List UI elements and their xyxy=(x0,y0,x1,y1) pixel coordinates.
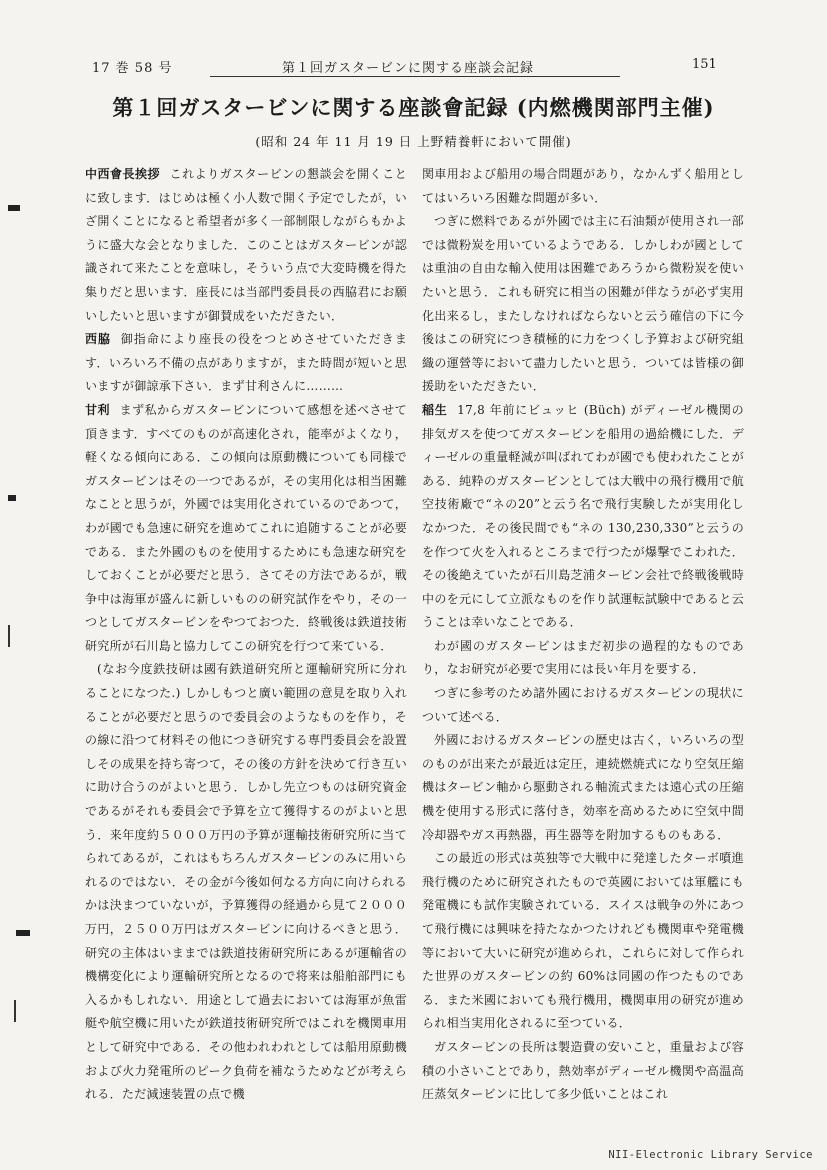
footer-service-name: NII-Electronic Library Service xyxy=(608,1149,813,1161)
left-column xyxy=(85,163,407,1107)
paragraph xyxy=(85,658,407,1106)
paragraph-text: 外國におけるガスタービンの歴史は古く，いろいろの型のものが出来たが最近は定圧，連続燃焼式になり空気圧縮機はタービン軸から駆動される軸流式または遠心式の圧縮機を使用する形式に落付き，効率を高めるために空気中間冷却器やガス再熱器，再生器等を附加するものもある． xyxy=(422,733,744,842)
paragraph-text: つぎに参考のため諸外國におけるガスタービンの現状について述べる． xyxy=(422,686,744,724)
speaker-name: 西脇 xyxy=(85,332,112,347)
paragraph xyxy=(422,847,744,1036)
paragraph xyxy=(85,399,407,659)
paragraph-text: わが國のガスタービンはまだ初歩の過程的なものであり，なお研究が必要で実用には長い年月を要する． xyxy=(422,638,744,677)
running-title: 第１回ガスタービンに関する座談会記録 xyxy=(282,61,535,76)
paragraph-text: つぎに燃料であるが外國では主に石油類が使用され一部では微粉炭を用いているようである．しかしわが國としては重油の自由な輸入使用は困難であろうから微粉炭を使いたいと思う．これも研究に相当の困難が伴なうが必ず実用化出来るし，またしなければならないと云う確信の下に今後はこの研究につき積極的に力をつくし予算および研究組織の運營等において盡力したいと思う．ついては皆様の御援助をいただきたい． xyxy=(422,214,744,394)
article-subtitle: (昭和 24 年 11 月 19 日 上野精養軒において開催) xyxy=(255,134,572,149)
paragraph-text: 御指命により座長の役をつとめさせていただきます．いろいろ不備の点がありますが，また時間が短いと思いますが御諒承下さい．まず甘利さんに……… xyxy=(85,332,407,394)
paragraph xyxy=(422,163,744,210)
speaker-name: 稲生 xyxy=(422,402,448,417)
scan-mark xyxy=(8,495,16,501)
volume-number: 17 巻 58 号 xyxy=(92,61,173,76)
paragraph-text: 17,8 年前にビュッヒ (Büch) がディーゼル機関の排気ガスを使つてガスタービンを船用の過給機にした．ディーゼルの重量軽減が叫ばれてわが國でも使われたことがある．純粋のガスタービンとしては大戦中の飛行機用で航空技術廠で“ネの20”と云う名で飛行実験したが実用化しなかつた．その後民間でも“ネの 130,230,330”と云うのを作つて火を入れるところまで行つたが爆撃でこわれた．その後絶えていたが石川島芝浦タービン会社で終戦後戦時中のを元にして立派なものを作り試運転試験中であると云うことは幸いなことである． xyxy=(422,402,744,630)
paragraph-text: この最近の形式は英独等で大戦中に発達したターボ噴進飛行機のために研究されたもので英國においては軍艦にも発電機にも試作実験されている．スイスは戦争の外にあつて飛行機には興味を持たなかつたけれども機関車や発電機等において大いに研究が進められ，これらに対して作られた世界のガスタービンの約 60%は同國の作つたものである．また米國においても飛行機用，機関車用の研究が進められ相当実用化されるに至つている． xyxy=(422,851,744,1031)
paragraph-text: 関車用および船用の場合問題があり，なかんずく船用としてはいろいろ困難な問題が多い． xyxy=(422,167,744,205)
scan-mark xyxy=(8,205,20,211)
paragraph xyxy=(85,163,407,328)
article-title: 第１回ガスタービンに関する座談會記録 (内燃機関部門主催) xyxy=(112,95,715,120)
scan-mark xyxy=(16,930,30,936)
scan-mark xyxy=(8,625,10,647)
paragraph xyxy=(422,635,744,682)
paragraph xyxy=(85,328,407,399)
right-column xyxy=(422,163,744,1107)
page-number: 151 xyxy=(692,57,717,72)
paragraph xyxy=(422,1036,744,1107)
speaker-name: 甘利 xyxy=(85,402,111,417)
paragraph xyxy=(422,399,744,635)
header-rule xyxy=(210,76,620,77)
paragraph xyxy=(422,210,744,399)
paragraph-text: これよりガスタービンの懇談会を開くことに致します．はじめは極く小人数で開く予定でしたが，いざ開くことになると希望者が多く一部制限しながらもかように盛大な会となりました．このことはガスタービンが認識されて来たことを意味し，そういう点で大変時機を得た集りだと思います．座長には当部門委員長の西脇君にお願いしたいと思いますが御賛成をいただきたい． xyxy=(85,167,407,323)
paragraph xyxy=(422,682,744,729)
scan-mark xyxy=(14,1000,16,1022)
paragraph xyxy=(422,729,744,847)
paragraph-text: ガスタービンの長所は製造費の安いこと，重量および容積の小さいことであり，熱効率がディーゼル機関や高温高圧蒸気タービンに比して多少低いことはこれ xyxy=(422,1039,744,1102)
paragraph-text: (なお今度鉄技研は國有鉄道研究所と運輸研究所に分れることになつた.) しかしもつと廣い範囲の意見を取り入れることが必要だと思うので委員会のようなものを作り，その線に沿つて材料その他につき研究する専門委員会を設置しその成果を持ち寄つて，その後の方針を決めて行き互いに助け合うのがよいと思う．しかし先立つものは研究資金であるがそれも委員会で予算を立て獲得するのがよいと思う．来年度約５０００万円の予算が運輸技術研究所に当てられてあるが，これはもちろんガスタービンのみに用いられるのではない．その金が今後如何なる方向に向けられるかは決まつていないが，予算獲得の経過から見て２０００万円，２５００万円はガスタービンに向けるべきと思う．研究の主体はいままでは鉄道技術研究所にあるが運輸省の機構変化により運輸研究所となるので将来は船舶部門にも入るかもしれない．用途として過去においては海軍が魚雷艇や航空機に用いたが鉄道技術研究所ではこれを機関車用として研究中である．その他われわれとしては船用原動機および火力発電所のピーク負荷を補なうためなどが考えられる．ただ減速装置の点で機 xyxy=(85,662,407,1102)
speaker-name: 中西會長挨拶 xyxy=(85,167,161,181)
paragraph-text: まず私からガスタービンについて感想を述べさせて頂きます．すべてのものが高速化され，能率がよくなり，軽くなる傾向にある．この傾向は原動機についても同様でガスタービンはその一つであるが，その実用化は相当困難なことと思うが，外國では実用化されているのであつて，わが國でも急速に研究を進めてこれに追随することが必要である．また外國のものを使用するためにも急速な研究をしておくことが必要だと思う．さてその方法であるが，戦争中は海軍が盛んに新しいものの研究試作をやり，その一つとしてガスタービンをやつておつた．終戦後は鉄道技術研究所が石川島と協力してこの研究を行つて来ている． xyxy=(85,402,407,653)
